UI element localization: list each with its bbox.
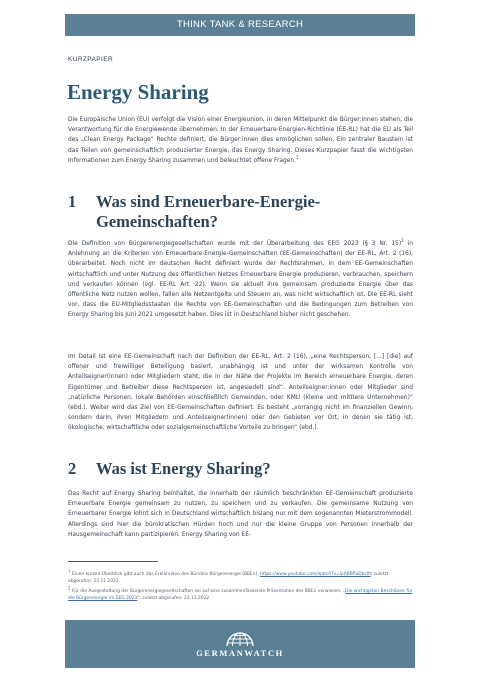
footnote-1-link[interactable]: https://www.youtube.com/watch?v=lpABBRaDbcM — [260, 572, 371, 577]
section-1-number: 1 — [68, 192, 77, 211]
footnote-1 — [68, 568, 413, 585]
section-1-p1-text-b: in Anlehnung an die Kriterien von Erneuerbare-Energie-Gemeinschaften (EE-Gemeinschaften) der EE-RL, Art. 2 (16), überarbeitet. Noch nicht im deutschen Recht definiert wurde der Rechtsrahmen, in dem EE-Gemeinschaften wirtschaftlich und unter Nutzung des öffentlichen Netzes Erneuerbare Energie produzieren, verbrauchen, speichern und verkaufen können (vgl. EE-RL Art. 22). Wenn sie aktuell ihre gemeinsam produzierte Energie über das öffentliche Netz nutzen wollen, fallen alle Netzentgelte und Steuern an, was nicht wirtschaftlich ist. Die EE-RL sieht vor, dass die EU-Mitgliedsstaaten die Rechte von EE-Gemeinschaften und die Bedingungen zum Betreiben von Energy Sharing bis Juni 2021 umgesetzt haben. Dies ist in Deutschland bisher nicht geschehen. — [68, 241, 413, 319]
footnote-2-text: Für die Ausgestaltung der Bürgerenergiegesellschaften sei auf eine zusammenfassende Präsentation des BBEn verwiesen: „ — [71, 589, 346, 594]
footnote-1-tail: ; zuletzt abgerufen: 23.11.2022. — [68, 572, 389, 584]
footnote-1-number: 1 — [68, 568, 71, 574]
globe-icon — [224, 625, 256, 647]
footnote-2-link[interactable]: Die wichtigsten Beschlüsse für die Bürgerenergie im EEG 2023 — [68, 589, 413, 601]
footer-brand-name: GERMANWATCH — [196, 648, 284, 658]
footnote-2 — [68, 585, 413, 602]
section-2-title: Was ist Energy Sharing? — [96, 459, 271, 478]
footer-banner — [65, 620, 415, 668]
footnote-2-tail: “; zuletzt abgerufen: 23.11.2022. — [137, 596, 211, 601]
section-1-heading — [68, 192, 413, 234]
section-2-heading — [68, 459, 413, 481]
section-1-title: Was sind Erneuerbare-Energie-Gemeinschaften? — [96, 192, 321, 231]
section-1-paragraph-1 — [68, 239, 413, 321]
header-banner: THINK TANK & RESEARCH — [65, 14, 415, 36]
section-1-paragraph-2: Im Detail ist eine EE-Gemeinschaft nach der Definition der EE-RL, Art. 2 (16), „eine Rechtsperson, [...] [die] auf offener und freiwilliger Beteiligung basiert, unabhängig ist und unter der wirksamen Kontrolle von Anteilseigner(innen) oder Mitgliedern steht, die in der Nähe der Projekte im Bereich erneuerbare Energie, deren Eigentümer und Betreiber diese Rechtsperson ist, angesiedelt sind“. Anteilseigner:innen oder Mitglieder sind „natürliche Personen, lokale Behörden einschließlich Gemeinden, oder KMU (kleine und mittlere Unternehmen)“ (ebd.). Weiter wird das Ziel von EE-Gemeinschaften definiert. Es besteht „vorrangig nicht im finanziellen Gewinn, sondern darin, ihren Mitgliedern und Anteilseigner(innen) oder den Gebieten vor Ort, in denen sie tätig ist, ökologische, wirtschaftliche oder sozialgemeinschaftliche Vorteile zu bringen“ (ebd.). — [68, 354, 413, 432]
section-1-p1-text-a: Die Definition von Bürgerenergiegesellschaften wurde mit der Überarbeitung des EEG 2023 (§ 3 Nr. 15) — [68, 241, 402, 247]
page-title: Energy Sharing — [67, 80, 209, 104]
intro-text: Die Europäische Union (EU) verfolgt die Vision einer Energieunion, in deren Mittelpunkt die Bürger:innen stehen, die Verantwortung für die Energiewende übernehmen. In der Erneuerbare-Energien-Richtlinie (EE-RL) hat die EU als Teil des „Clean Energy Package“ Rechte definiert, die Bürger:innen dies ermöglichen sollen. Ein zentraler Baustein ist das Teilen von gemeinschaftlich produzierter Energie, das Energy Sharing. Dieses Kurzpapier fasst die wichtigsten Informationen zum Energy Sharing zusammen und beleuchtet offene Fragen. — [68, 117, 413, 164]
footnote-2-number: 2 — [68, 585, 71, 591]
section-2-paragraph-1: Das Recht auf Energy Sharing beinhaltet, die innerhalb der räumlich beschränkten EE-Gemeinschaft produzierte Erneuerbare Energie gemeinsam zu nutzen, zu speichern und zu verkaufen. Die gemeinsame Nutzung von Erneuerbarer Energie lohnt sich in Deutschland wirtschaftlich bislang nur mit dem sogenannten Mieterstrommodell. Allerdings sind hier die bürokratischen Hürden hoch und nur die kleine Gruppe von Personen innerhalb der Hausgemeinschaft kann partizipieren. Energy Sharing von EE- — [68, 491, 413, 538]
document-type: KURZPAPIER — [68, 56, 114, 63]
footnote-ref-1[interactable]: 1 — [295, 154, 299, 160]
footnote-divider — [68, 561, 158, 562]
footnote-ref-2[interactable]: 2 — [401, 238, 404, 244]
footnote-1-text: Einen kurzen Überblick gibt auch das Erklärvideo des Bündnis Bürgerenergie (BBEn): — [71, 572, 261, 577]
section-2-number: 2 — [68, 459, 77, 478]
intro-paragraph — [68, 115, 413, 166]
